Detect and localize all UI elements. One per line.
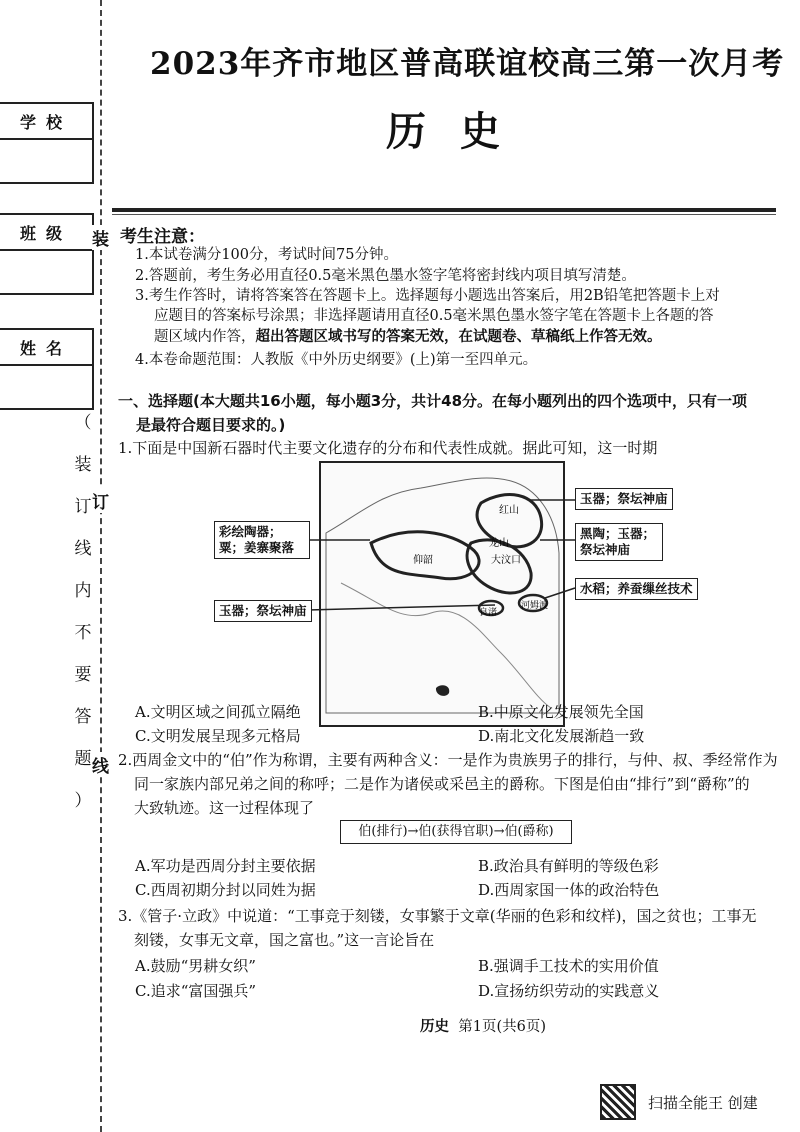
q2-option-d[interactable]: D.西周家国一体的政治特色 [478, 881, 660, 899]
seal-char: （ [74, 413, 92, 433]
site-dawenkou: 大汶口 [491, 555, 521, 566]
q1-stem: 1.下面是中国新石器时代主要文化遗存的分布和代表性成就。据此可知，这一时期 [118, 439, 658, 457]
seal-char: 订 [74, 497, 92, 517]
q3-option-c[interactable]: C.追求“富国强兵” [135, 982, 257, 1000]
q2-option-a[interactable]: A.军功是西周分封主要依据 [135, 857, 316, 875]
callout-liangzhu: 玉器；祭坛神庙 [214, 600, 312, 622]
binding-char-ding: 订 [92, 488, 109, 513]
q2-option-c[interactable]: C.西周初期分封以同姓为据 [135, 881, 316, 899]
exam-title: 2023年齐市地区普高联谊校高三第一次月考 [150, 46, 785, 82]
scanner-watermark: 扫描全能王 创建 [648, 1094, 758, 1112]
seal-char: 题 [74, 749, 92, 769]
site-hemudu: 河姆渡 [521, 601, 549, 611]
binding-char-xian: 线 [92, 752, 109, 777]
q3-stem-line2: 刻镂，女事无文章，国之富也。”这一言论旨在 [134, 931, 435, 949]
qr-code-icon [600, 1084, 636, 1120]
seal-char: 要 [74, 665, 92, 685]
note-1: 1.本试卷满分100分，考试时间75分钟。 [135, 247, 398, 263]
page-footer [420, 1015, 546, 1036]
q1-option-c[interactable]: C.文明发展呈现多元格局 [135, 727, 301, 745]
section-1-line2: 是最符合题目要求的。) [136, 416, 286, 434]
note-3-bold: 超出答题区域书写的答案无效，在试题卷、草稿纸上作答无效。 [255, 329, 662, 345]
callout-hemudu: 水稻；养蚕缫丝技术 [575, 578, 698, 600]
note-2: 2.答题前，考生务必用直径0.5毫米黑色墨水签字笔将密封线内项目填写清楚。 [135, 268, 636, 284]
binding-char-zhuang: 装 [92, 225, 109, 250]
q3-stem [118, 904, 788, 952]
seal-char: 答 [74, 707, 92, 727]
seal-char: 装 [74, 455, 92, 475]
q2-stem-line1: 2.西周金文中的“伯”作为称谓，主要有两种含义：一是作为贵族男子的排行，与仲、叔、季经常作为 [118, 751, 778, 769]
seal-char: 内 [74, 581, 92, 601]
seal-char: 不 [74, 623, 92, 643]
note-4: 4.本卷命题范围：人教版《中外历史纲要》(上)第一至四单元。 [135, 352, 538, 368]
school-label: 学校 [0, 104, 92, 140]
site-yangshao: 仰韶 [413, 555, 433, 566]
site-longshan: 龙山 [489, 538, 509, 549]
callout-hongshan: 玉器；祭坛神庙 [575, 488, 673, 510]
q1-option-b[interactable]: B.中原文化发展领先全国 [478, 703, 644, 721]
notes-title: 考生注意： [120, 227, 205, 247]
q2-stem-line3: 大致轨迹。这一过程体现了 [134, 799, 315, 817]
q2-option-b[interactable]: B.政治具有鲜明的等级色彩 [478, 857, 659, 875]
footer-subject: 历史 [420, 1019, 449, 1035]
seal-char: ） [74, 791, 92, 811]
subject-title: 历史 [386, 108, 534, 155]
seal-char: 线 [74, 539, 92, 559]
q1-option-d[interactable]: D.南北文化发展渐趋一致 [478, 727, 645, 745]
site-hongshan: 红山 [499, 505, 519, 516]
note-3: 3.考生作答时，请将答案答在答题卡上。选择题每小题选出答案后，用2B铅笔把答题卡上对 [135, 288, 720, 304]
section-1-line1: 一、选择题(本大题共16小题，每小题3分，共计48分。在每小题列出的四个选项中，只有一项 [118, 392, 748, 410]
name-label: 姓名 [0, 330, 92, 366]
footer-page: 第1页(共6页) [458, 1019, 546, 1035]
q3-stem-line1: 3.《管子·立政》中说道：“工事竞于刻镂，女事繁于文章(华丽的色彩和纹样)，国之贫也；工事无 [118, 907, 757, 925]
site-liangzhu: 良渚 [479, 608, 498, 618]
q2-flow: 伯(排行)→伯(获得官职)→伯(爵称) [340, 820, 572, 844]
callout-yangshao: 彩绘陶器；粟；姜寨聚落 [214, 521, 310, 559]
note-3-text: 题区域内作答， [154, 329, 256, 345]
q3-option-a[interactable]: A.鼓励“男耕女织” [135, 957, 256, 975]
callout-longshan: 黑陶；玉器；祭坛神庙 [575, 523, 663, 561]
q1-option-a[interactable]: A.文明区域之间孤立隔绝 [135, 703, 301, 721]
q3-option-b[interactable]: B.强调手工技术的实用价值 [478, 957, 659, 975]
q3-option-d[interactable]: D.宣扬纺织劳动的实践意义 [478, 982, 660, 1000]
q2-stem-line2: 同一家族内部兄弟之间的称呼；二是作为诸侯或采邑主的爵称。下图是伯由“排行”到“爵称”的 [134, 775, 750, 793]
note-3-cont: 应题目的答案标号涂黑；非选择题请用直径0.5毫米黑色墨水签字笔在答题卡上各题的答 [154, 308, 714, 324]
q2-stem [118, 748, 788, 820]
class-label: 班级 [0, 215, 92, 251]
